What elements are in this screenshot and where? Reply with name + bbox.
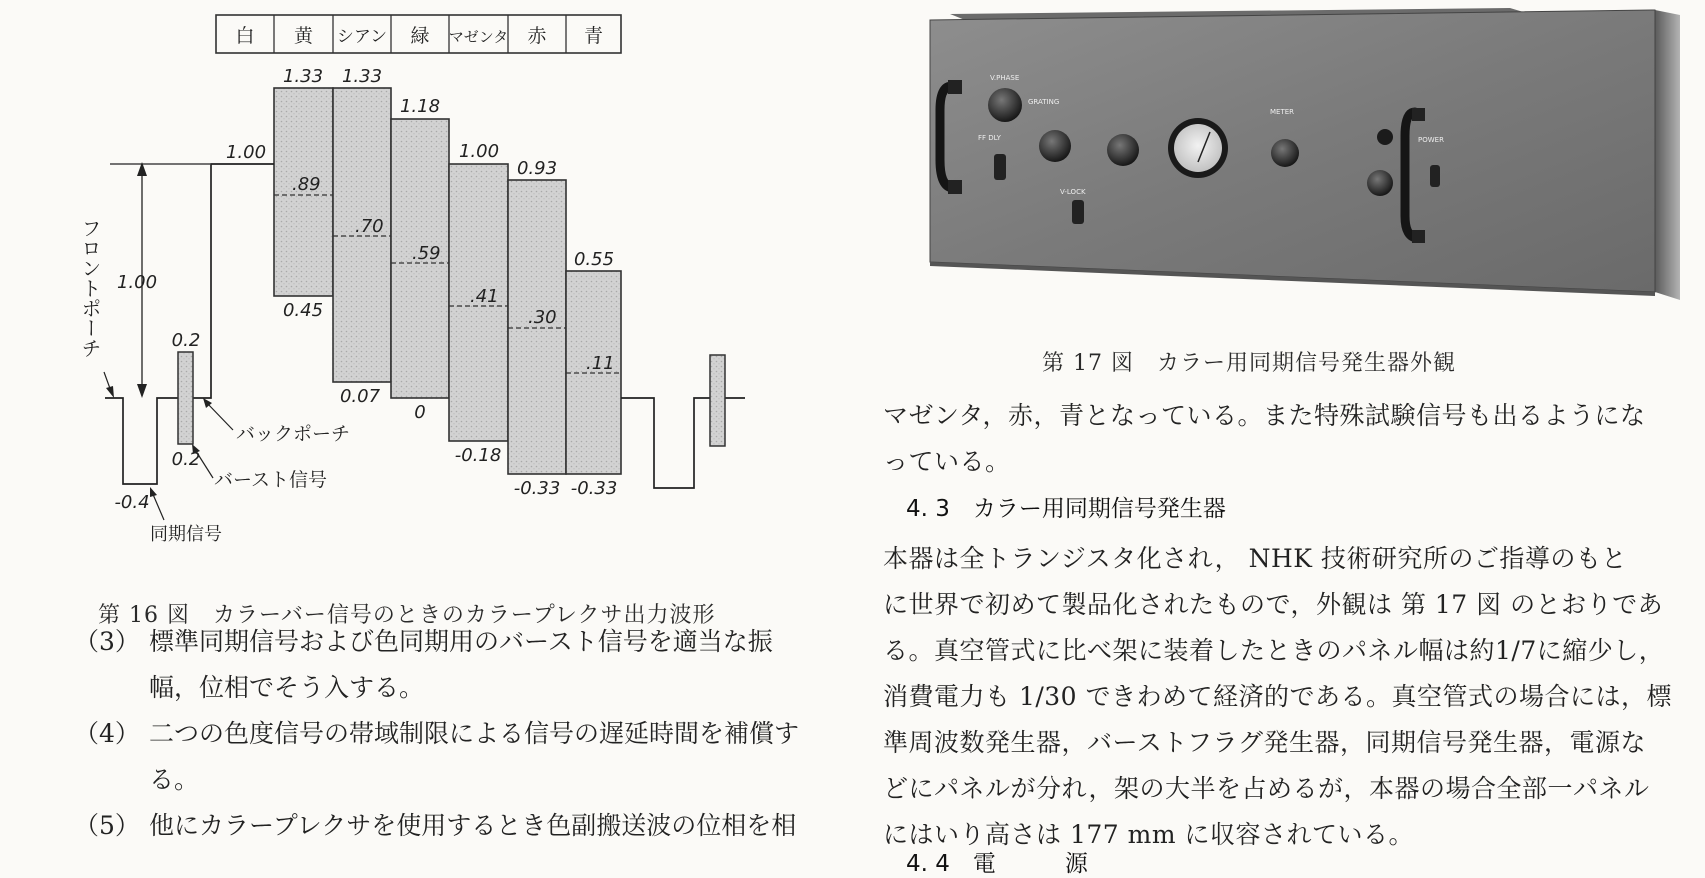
label-power: POWER [1418,136,1444,144]
list-item-3-line2: 幅，位相でそう入する。 [149,673,425,702]
list-item-4-number: （4） [74,719,140,748]
list-item-4-line2: る。 [149,765,200,794]
label-ff-dly: FF DLY [978,134,1001,142]
bar-top-label-yellow: 1.33 [282,66,324,87]
amplitude-label: 1.00 [116,272,158,293]
bar-mid-label-blue: .11 [586,353,615,374]
intro-line-1: マゼンタ，赤，青となっている。また特殊試験信号も出るようにな [883,401,1646,430]
bar-mid-label-yellow: .89 [292,174,321,195]
figure-17-caption: 第 17 図 カラー用同期信号発生器外観 [1042,351,1456,376]
bar-bottom-label-blue: -0.33 [570,478,618,499]
color-header-row [216,15,621,53]
header-label-blue: 青 [583,25,604,47]
label-v-lock: V-LOCK [1060,188,1086,196]
body-line-1: 本器は全トランジスタ化され， NHK 技術研究所のご指導のもと [883,544,1627,573]
bar-top-label-red: 0.93 [516,158,558,179]
bar-top-label-green: 1.18 [399,96,441,117]
back-porch-label: バックポーチ [236,423,351,445]
bar-top-label-magenta: 1.00 [458,141,500,162]
burst-signal-label: バースト信号 [214,469,328,491]
burst-top-label: 0.2 [171,330,201,351]
bar-top-label-blue: 0.55 [573,249,615,270]
bar-mid-label-red: .30 [528,307,557,328]
section-4-4-heading: 4. 4 電 源 [906,851,1088,877]
body-line-7: にはいり高さは 177 mm に収容されている。 [883,820,1414,849]
header-label-cyan: シアン [336,27,388,47]
white-level-label: 1.00 [225,142,267,163]
body-line-6: どにパネルが分れ，架の大半を占めるが，本器の場合全部一パネル [883,774,1650,803]
intro-line-2: っている。 [883,447,1011,476]
label-v-phase: V.PHASE [990,74,1020,82]
bar-bottom-label-red: -0.33 [513,478,561,499]
bar-bottom-label-magenta: -0.18 [454,445,502,466]
list-item-5-line1: 他にカラープレクサを使用するとき色副搬送波の位相を相 [149,811,797,840]
bar-bottom-label-green: 0 [414,402,426,423]
bar-mid-label-cyan: .70 [355,216,384,237]
burst-box-left [178,352,193,444]
list-item-4-line1: 二つの色度信号の帯域制限による信号の遅延時間を補償す [149,719,800,748]
front-porch-label: フロントポーチ [78,218,102,358]
bar-bottom-label-cyan: 0.07 [339,386,381,407]
body-line-2: に世界で初めて製品化されたもので，外観は 第 17 図 のとおりであ [883,590,1664,619]
body-line-3: る。真空管式に比べ架に装着したときのパネル幅は約1/7に縮少し， [883,636,1665,665]
label-meter: METER [1270,108,1295,116]
bar-mid-label-magenta: .41 [470,286,499,307]
bar-mid-label-green: .59 [412,243,441,264]
header-label-white: 白 [235,25,255,47]
section-4-3-heading: 4. 3 カラー用同期信号発生器 [906,496,1226,522]
color-bars [274,88,621,474]
body-line-4: 消費電力も 1/30 できわめて経済的である。真空管式の場合には，標 [883,682,1673,711]
sync-level-label: -0.4 [114,492,150,513]
header-label-magenta: マゼンタ [448,28,509,46]
burst-bottom-label: 0.2 [171,449,201,470]
figure-17-photo [910,0,1705,320]
figure-16-waveform [0,0,860,590]
bar-bottom-label-yellow: 0.45 [282,300,324,321]
body-line-5: 準周波数発生器，バーストフラグ発生器，同期信号発生器，電源な [883,728,1647,757]
sync-signal-label: 同期信号 [150,524,222,545]
label-grating: GRATING [1028,98,1060,106]
header-label-green: 緑 [410,25,430,47]
figure-16-caption: 第 16 図 カラーバー信号のときのカラープレクサ出力波形 [98,603,716,628]
header-label-yellow: 黄 [293,25,314,47]
header-label-red: 赤 [527,25,547,47]
list-item-5-number: （5） [74,811,140,840]
burst-box-right [710,355,725,446]
bar-top-label-cyan: 1.33 [341,66,383,87]
list-item-3-line1: 標準同期信号および色同期用のバースト信号を適当な振 [149,627,773,656]
list-item-3-number: （3） [74,627,140,656]
